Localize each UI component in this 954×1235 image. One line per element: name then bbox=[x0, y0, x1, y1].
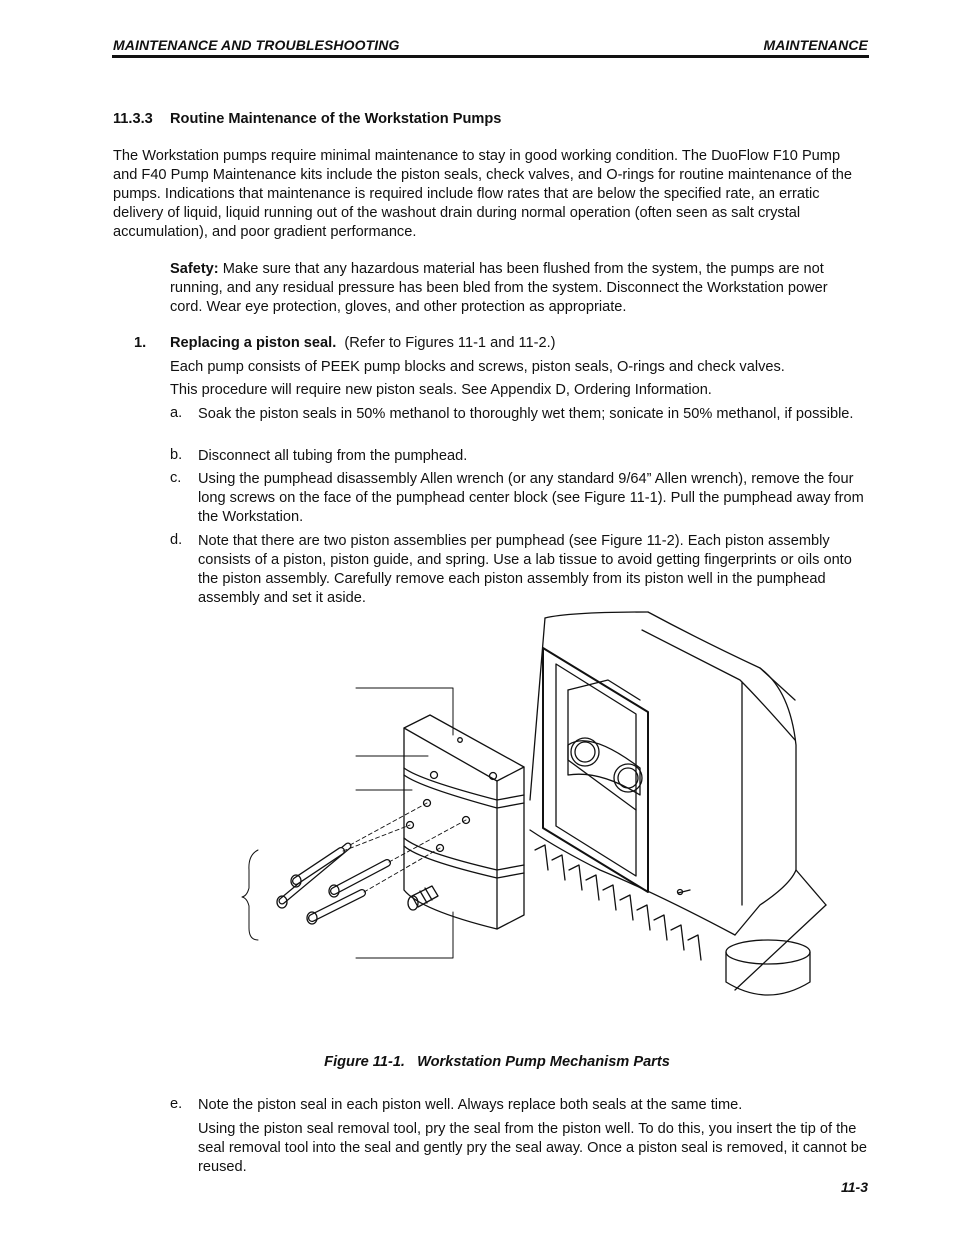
pumphead-assembly bbox=[404, 715, 524, 929]
running-header-left: MAINTENANCE AND TROUBLESHOOTING bbox=[113, 37, 400, 53]
intro-paragraph: The Workstation pumps require minimal maintenance to stay in good working condition. The DuoFlow F10 Pump and F40 Pump Maintenance kits include the piston seals, check valves, and O-rings for routine maintenance of the pumps. Indications that maintenance is required include flow rates that are below the specified rate, an erratic delivery of liquid, liquid running out of the washout drain during normal operation (often seen as salt crystal accumulation), and poor gradient performance. bbox=[113, 148, 853, 240]
step-title-bold: Replacing a piston seal. bbox=[170, 335, 337, 351]
section-title: Routine Maintenance of the Workstation Pumps bbox=[170, 111, 502, 127]
item-c-text: Using the pumphead disassembly Allen wrench (or any standard 9/64” Allen wrench), remove the four long screws on the face of the pumphead center block (see Figure 11-1). Pull the pumphead away from the Workstation. bbox=[198, 471, 864, 525]
step-figure-ref: (Refer to Figures 11-1 and 11-2.) bbox=[344, 335, 556, 351]
item-b-letter: b. bbox=[170, 447, 183, 463]
item-a-letter: a. bbox=[170, 405, 183, 421]
workstation-housing bbox=[530, 612, 826, 995]
pump-mechanism-figure bbox=[230, 605, 840, 1045]
header-rule bbox=[112, 55, 869, 58]
callout-lines bbox=[242, 688, 453, 958]
safety-text: Make sure that any hazardous material has been flushed from the system, the pumps are not running, and any residual pressure has been bled from the system. Disconnect the Workstation power cord. Wear eye protection, gloves, and other protection as appropriate. bbox=[170, 261, 828, 315]
figure-caption bbox=[0, 1054, 954, 1070]
running-header-right: MAINTENANCE bbox=[763, 37, 868, 53]
item-e-followup: Using the piston seal removal tool, pry the seal from the piston well. To do this, you insert the tip of the seal removal tool into the seal and gently pry the seal away. Once a piston seal is removed, it cannot be reused. bbox=[198, 1121, 867, 1175]
page-number: 11-3 bbox=[841, 1179, 868, 1195]
step-description-2: This procedure will require new piston seals. See Appendix D, Ordering Information. bbox=[170, 382, 712, 398]
step-description-1: Each pump consists of PEEK pump blocks and screws, piston seals, O-rings and check valves. bbox=[170, 359, 785, 375]
item-e-letter: e. bbox=[170, 1096, 183, 1112]
screws bbox=[277, 846, 387, 924]
item-a-text: Soak the piston seals in 50% methanol to thoroughly wet them; sonicate in 50% methanol, if possible. bbox=[198, 406, 854, 422]
step-title bbox=[170, 335, 556, 351]
safety-label: Safety: bbox=[170, 261, 219, 277]
item-e-text: Note the piston seal in each piston well. Always replace both seals at the same time. bbox=[198, 1097, 743, 1113]
figure-title: Workstation Pump Mechanism Parts bbox=[417, 1054, 670, 1070]
section-heading bbox=[113, 111, 501, 127]
safety-note bbox=[170, 260, 860, 317]
figure-label: Figure 11-1. bbox=[324, 1054, 405, 1070]
step-number: 1. bbox=[134, 335, 147, 351]
item-d-letter: d. bbox=[170, 532, 183, 548]
item-d-text: Note that there are two piston assemblies per pumphead (see Figure 11-2). Each piston assembly consists of a piston, piston guide, and spring. Use a lab tissue to avoid getting fingerprints or oils onto the piston assembly. Carefully remove each piston assembly from its piston well in the pumphead assembly and set it aside. bbox=[198, 533, 852, 606]
item-b-text: Disconnect all tubing from the pumphead. bbox=[198, 448, 468, 464]
section-number: 11.3.3 bbox=[113, 111, 153, 127]
item-c-letter: c. bbox=[170, 470, 182, 486]
